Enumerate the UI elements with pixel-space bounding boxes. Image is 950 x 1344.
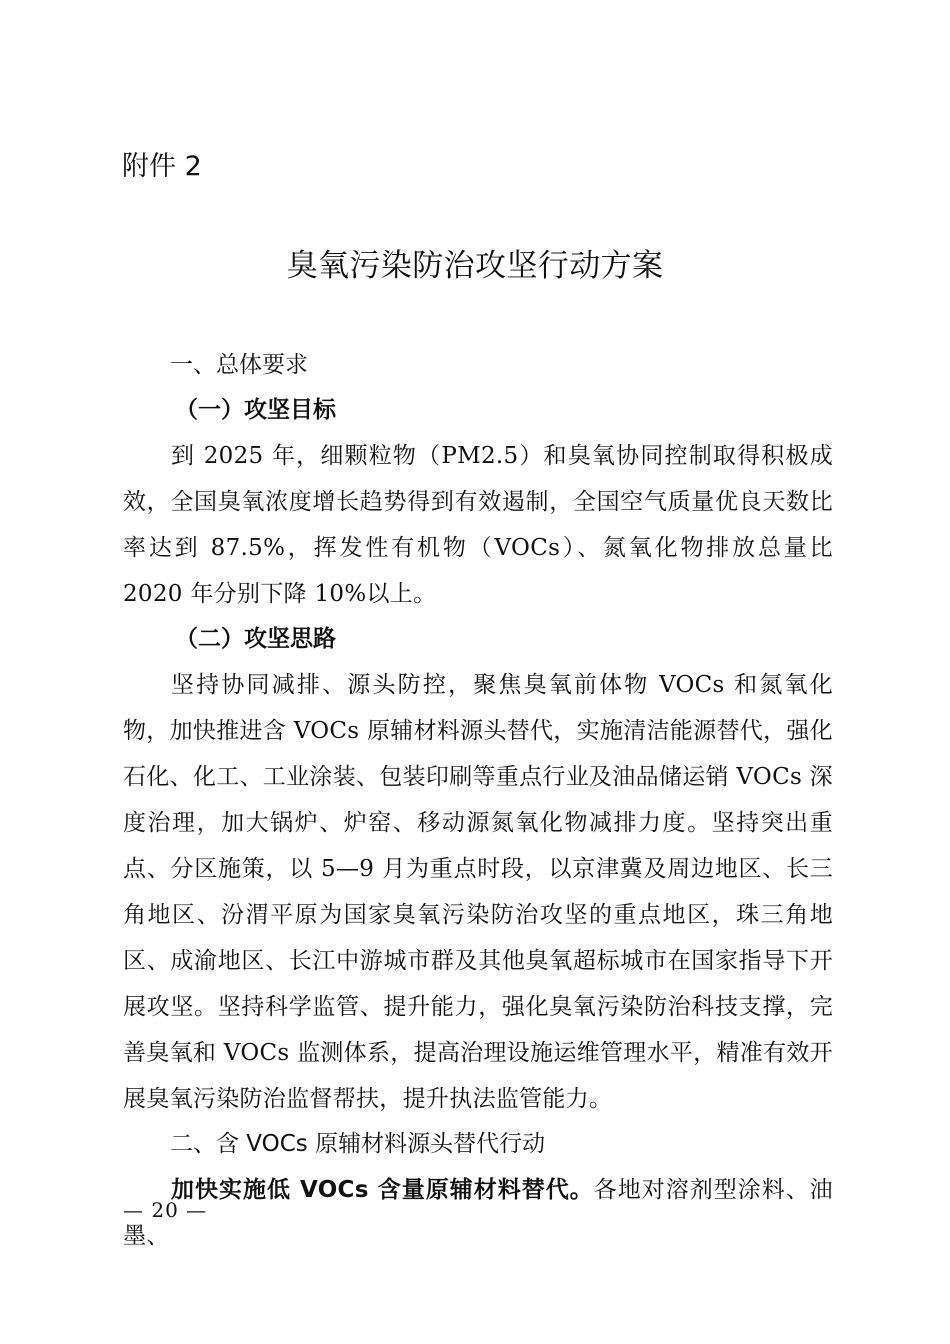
document-body (123, 343, 833, 1259)
attachment-label: 附件 2 (122, 151, 202, 182)
subsection-heading-approach: （二）攻坚思路 (175, 626, 336, 652)
voc-substitution-lead: 加快实施低 VOCs 含量原辅材料替代。 (171, 1177, 594, 1203)
subsection-heading-targets: （一）攻坚目标 (175, 397, 336, 423)
section-heading-general-requirements: 一、总体要求 (170, 352, 308, 378)
section-heading-voc-substitution: 二、含 VOCs 原辅材料源头替代行动 (170, 1131, 546, 1157)
voc-substitution-paragraph (123, 1167, 833, 1259)
page-number: — 20 — (123, 1198, 208, 1222)
voc-substitution-text: 各地对溶剂型涂料、油墨、 (123, 1177, 833, 1249)
targets-paragraph: 到 2025 年，细颗粒物（PM2.5）和臭氧协同控制取得积极成效，全国臭氧浓度增长趋势得到有效遏制，全国空气质量优良天数比率达到 87.5%，挥发性有机物（VOCs）、氮氧化物排放总量比 2020 年分别下降 10%以上。 (123, 443, 833, 607)
document-title: 臭氧污染防治攻坚行动方案 (286, 248, 664, 284)
approach-paragraph: 坚持协同减排、源头防控，聚焦臭氧前体物 VOCs 和氮氧化物，加快推进含 VOCs 原辅材料源头替代，实施清洁能源替代，强化石化、化工、工业涂装、包装印刷等重点行业及油品储运销 VOCs 深度治理，加大锅炉、炉窑、移动源氮氧化物减排力度。坚持突出重点、分区施策，以 5—9 月为重点时段，以京津冀及周边地区、长三角地区、汾渭平原为国家臭氧污染防治攻坚的重点地区，珠三角地区、成渝地区、长江中游城市群及其他臭氧超标城市在国家指导下开展攻坚。坚持科学监管、提升能力，强化臭氧污染防治科技支撑，完善臭氧和 VOCs 监测体系，提高治理设施运维管理水平，精准有效开展臭氧污染防治监督帮扶，提升执法监管能力。 (123, 672, 833, 1112)
